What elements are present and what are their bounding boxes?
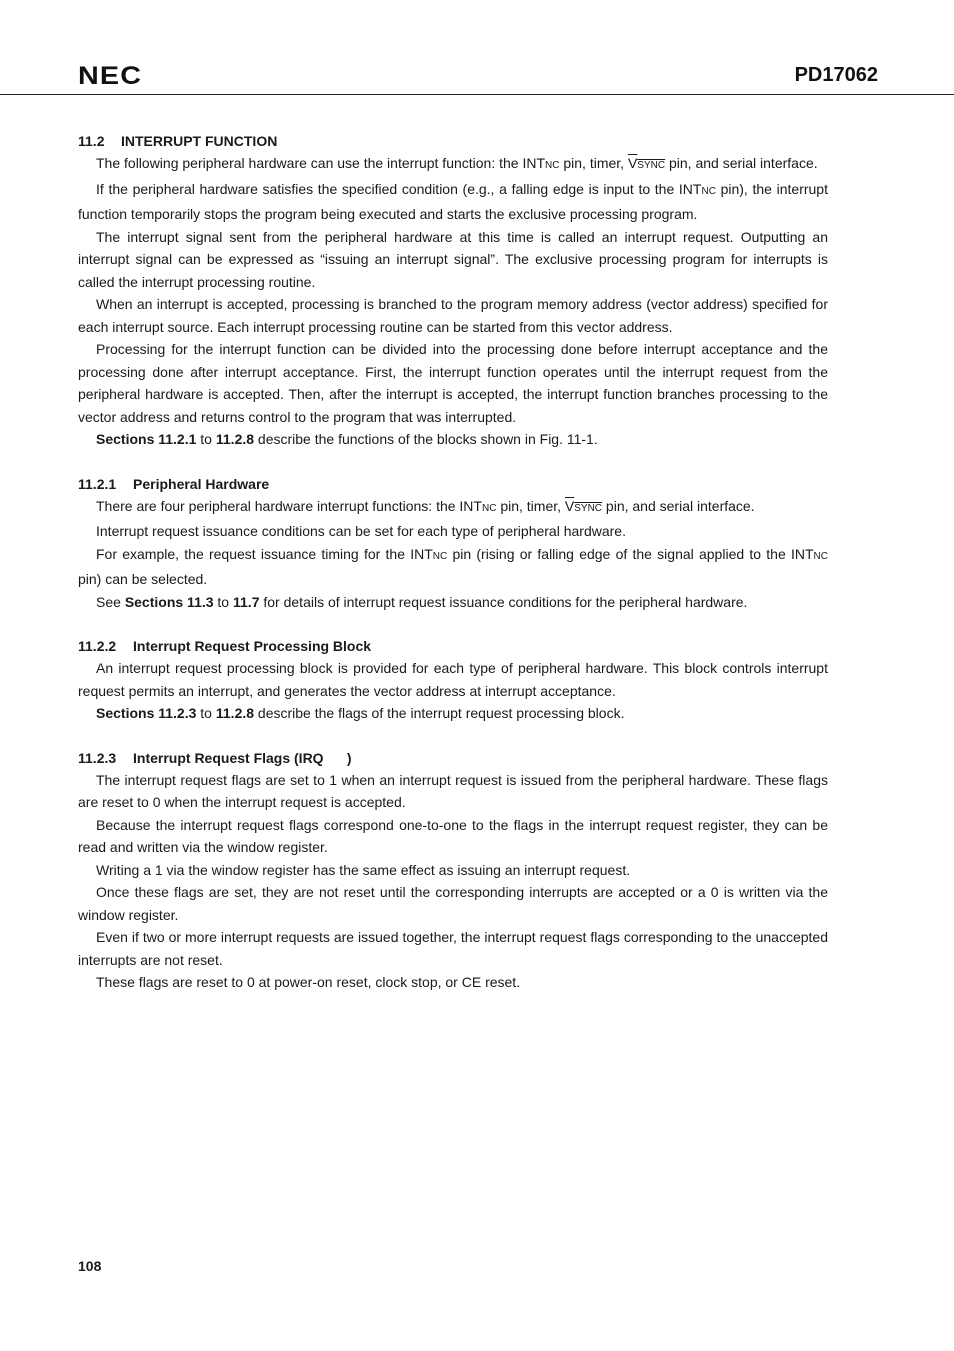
text-run: For example, the request issuance timing for the INT (96, 545, 433, 562)
subscript: SYNC (574, 502, 603, 514)
subscript: NC (813, 550, 828, 562)
sub1-paragraph-3 (78, 543, 828, 591)
subsection-number: 11.2.3 (78, 749, 117, 766)
header-rule (0, 94, 954, 95)
section-paragraph-3: The interrupt signal sent from the peripheral hardware at this time is called an interrupt request. Outputting an interrupt signal can be expressed as “issuing an interrupt signal”. The exclusive processing program for interrupts is called the interrupt processing routine. (78, 228, 828, 290)
text-run: The following peripheral hardware can use the interrupt function: the INT (96, 155, 546, 171)
text-run: pin (rising or falling edge of the signal applied to the INT (447, 545, 814, 562)
subsection-heading-interrupt-request-processing-block (78, 635, 828, 657)
subsection-heading-peripheral-hardware (78, 473, 828, 495)
section-reference: Sections 11.2.3 (96, 705, 197, 721)
text-run: to (213, 593, 233, 610)
section-paragraph-1 (78, 152, 828, 178)
document-id: PD17062 (794, 64, 878, 86)
subsection-heading-interrupt-request-flags (78, 747, 828, 769)
text-run: to (196, 705, 216, 721)
section-reference: 11.2.8 (215, 431, 255, 447)
sub3-paragraph-4: Once these flags are set, they are not reset until the corresponding interrupts are accepted or a 0 is written via the window register. (78, 884, 828, 923)
section-paragraph-5: Processing for the interrupt function can be divided into the processing done before interrupt acceptance and the processing done after interrupt acceptance. First, the interrupt function operates until the interrupt request from the peripheral hardware is accepted. Then, after the interrupt is accepted, the interrupt function branches processing to the vector address and returns control to the program that was interrupted. (78, 341, 828, 425)
section-reference: 11.7 (233, 593, 260, 610)
subsection-title: Interrupt Request Flags (IRQ ) (133, 749, 352, 766)
section-paragraph-2 (78, 178, 828, 226)
sub3-paragraph-6: These flags are reset to 0 at power-on reset, clock stop, or CE reset. (96, 974, 521, 990)
section-title: INTERRUPT FUNCTION (121, 133, 278, 149)
sub2-paragraph-1: An interrupt request processing block is provided for each type of peripheral hardware. This block controls interrupt request permits an interrupt, and generates the vector address at interrupt acceptance. (78, 660, 828, 699)
page-content (78, 130, 828, 994)
section-paragraph-4: When an interrupt is accepted, processing is branched to the program memory address (vector address) specified for each interrupt source. Each interrupt processing routine can be started from this vector address. (78, 296, 828, 335)
section-number: 11.2 (78, 133, 105, 149)
sub3-paragraph-1: The interrupt request flags are set to 1 when an interrupt request is issued from the peripheral hardware. These flags are reset to 0 when the interrupt request is accepted. (78, 771, 828, 810)
sub3-paragraph-5: Even if two or more interrupt requests are issued together, the interrupt request flags corresponding to the unaccepted interrupts are not reset. (78, 929, 828, 968)
subscript: NC (701, 185, 716, 197)
subscript: SYNC (637, 160, 666, 171)
section-reference: Sections 11.3 (124, 593, 214, 610)
text-run: describe the flags of the interrupt request processing block. (254, 705, 625, 721)
subscript: NC (481, 502, 497, 514)
section-paragraph-6 (78, 428, 828, 451)
sub1-paragraph-1 (78, 495, 828, 521)
text-run: for details of interrupt request issuance conditions for the peripheral hardware. (259, 593, 748, 610)
subsection-number: 11.2.2 (78, 638, 117, 654)
sub2-paragraph-2 (78, 702, 828, 725)
nec-logo: NEC (78, 62, 143, 90)
section-heading (78, 130, 828, 152)
subsection-title: Interrupt Request Processing Block (133, 638, 372, 654)
text-run: There are four peripheral hardware interrupt functions: the INT (96, 497, 482, 514)
section-reference: 11.2.8 (215, 705, 255, 721)
sub1-paragraph-2: Interrupt request issuance conditions can be set for each type of peripheral hardware. (96, 523, 626, 539)
text-run: pin, and serial interface. (665, 155, 818, 171)
overline-text: V (627, 155, 638, 171)
text-run: describe the functions of the blocks shown in Fig. 11-1. (254, 431, 598, 447)
overline-text: V (564, 497, 575, 514)
sub1-paragraph-4 (78, 591, 828, 614)
sub3-paragraph-2: Because the interrupt request flags correspond one-to-one to the flags in the interrupt request register, they can be read and written via the window register. (78, 816, 828, 855)
sub3-paragraph-3: Writing a 1 via the window register has the same effect as issuing an interrupt request. (96, 861, 631, 878)
text-run: pin, and serial interface. (602, 497, 755, 514)
text-run: to (196, 431, 216, 447)
text-run: pin, timer, (559, 155, 628, 171)
text-run: If the peripheral hardware satisfies the specified condition (e.g., a falling edge is input to the INT (96, 180, 702, 197)
page-number: 108 (78, 1258, 102, 1274)
subsection-title: Peripheral Hardware (133, 475, 270, 492)
subsection-number: 11.2.1 (78, 475, 117, 492)
text-run: pin), the interrupt function temporarily stops the program being executed and starts the exclusive processing program. (78, 180, 828, 222)
text-run: pin, timer, (496, 497, 565, 514)
text-run: See (96, 593, 125, 610)
subscript: NC (432, 550, 448, 562)
text-run: pin) can be selected. (78, 571, 208, 587)
section-reference: Sections 11.2.1 (96, 431, 197, 447)
subscript: NC (545, 160, 560, 171)
